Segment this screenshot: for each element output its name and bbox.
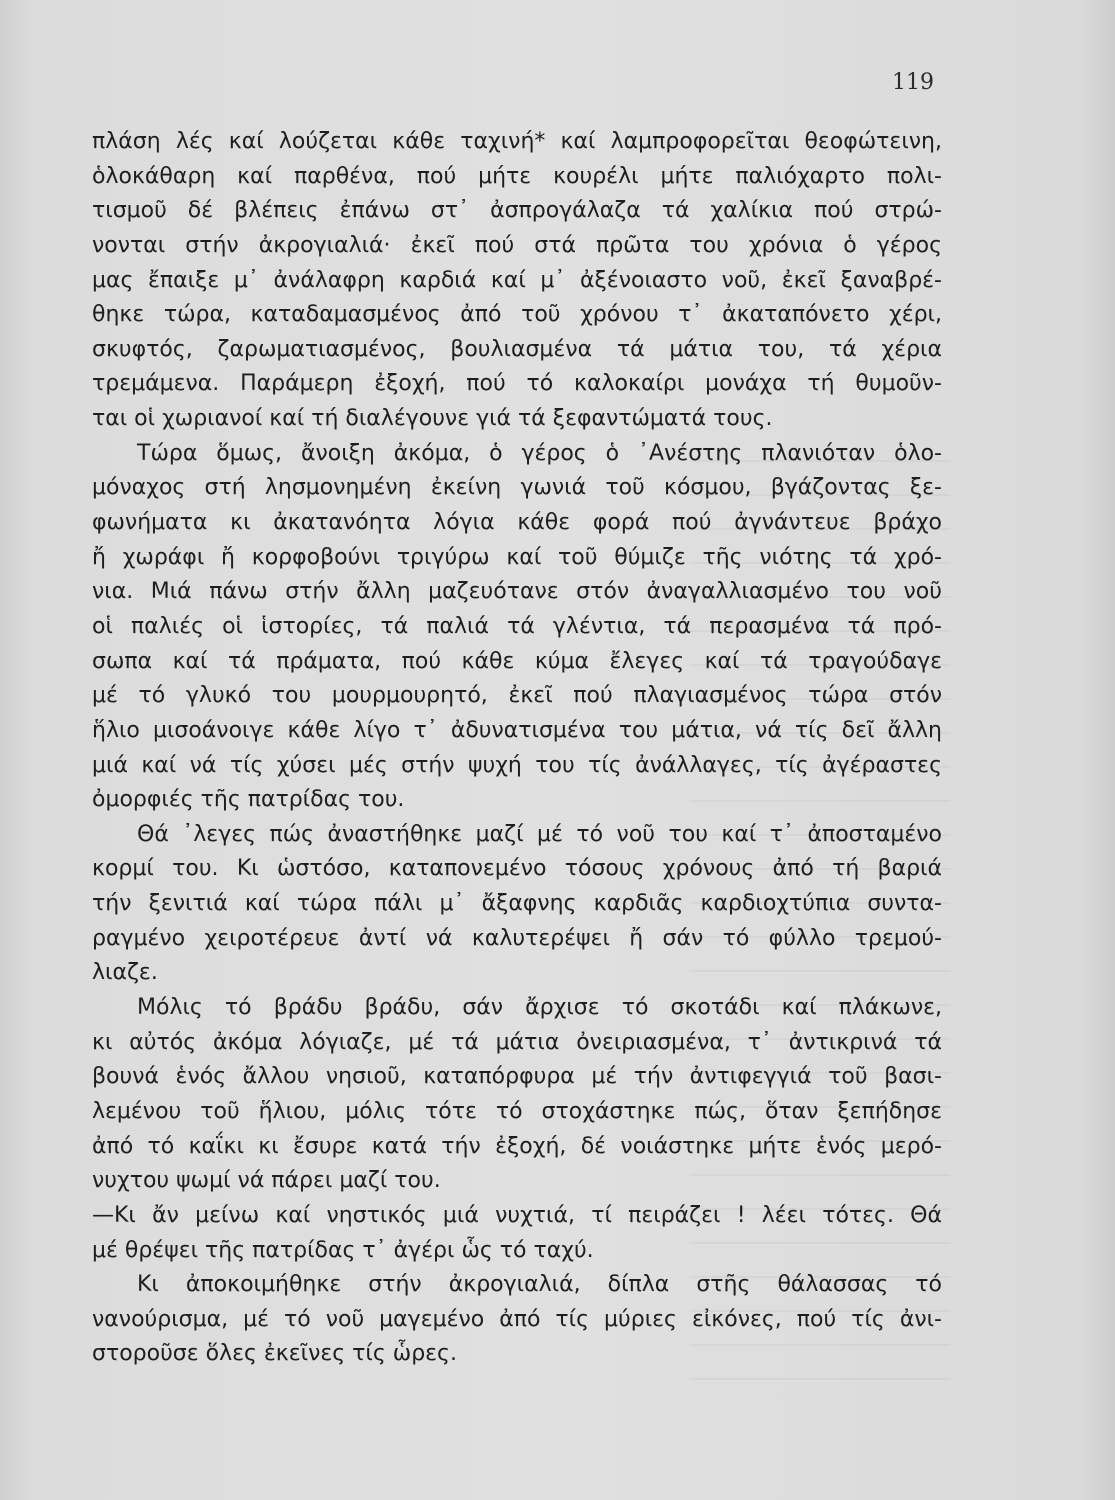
- text-line: φωνήματα κι ἀκατανόητα λόγια κάθε φορά πού ἀγνάντευε βράχο: [92, 510, 942, 536]
- text-line: νια. Μιά πάνω στήν ἄλλη μαζευότανε στόν ἀναγαλλιασμένο του νοῦ: [92, 579, 942, 605]
- text-line: ραγμένο χειροτέρευε ἀντί νά καλυτερέψει ἤ σάν τό φύλλο τρεμού-: [92, 925, 942, 951]
- text-line: βουνά ἑνός ἄλλου νησιοῦ, καταπόρφυρα μέ τήν ἀντιφεγγιά τοῦ βασι-: [92, 1064, 942, 1090]
- text-line: ἀπό τό καΐκι κι ἔσυρε κατά τήν ἐξοχή, δέ νοιάστηκε μήτε ἑνός μερό-: [92, 1133, 942, 1159]
- text-line: σκυφτός, ζαρωματιασμένος, βουλιασμένα τά μάτια του, τά χέρια: [92, 336, 942, 362]
- text-line: λεμένου τοῦ ἥλιου, μόλις τότε τό στοχάστηκε πώς, ὅταν ξεπήδησε: [92, 1098, 942, 1124]
- text-line: ὀμορφιές τῆς πατρίδας του.: [92, 787, 405, 813]
- text-line: ἥλιο μισοάνοιγε κάθε λίγο τ᾽ ἀδυνατισμένα του μάτια, νά τίς δεῖ ἄλλη: [92, 717, 942, 743]
- text-line: μέ θρέψει τῆς πατρίδας τ᾽ ἀγέρι ὧς τό ταχύ.: [92, 1237, 594, 1263]
- text-line: μιά καί νά τίς χύσει μές στήν ψυχή του τίς ἀνάλλαγες, τίς ἀγέραστες: [92, 752, 942, 778]
- text-line: μας ἔπαιξε μ᾽ ἀνάλαφρη καρδιά καί μ᾽ ἀξένοιαστο νοῦ, ἐκεῖ ξαναβρέ-: [92, 267, 942, 293]
- text-line: μόναχος στή λησμονημένη ἐκείνη γωνιά τοῦ κόσμου, βγάζοντας ξε-: [92, 475, 942, 501]
- text-line: ἤ χωράφι ἤ κορφοβούνι τριγύρω καί τοῦ θύμιζε τῆς νιότης τά χρό-: [92, 544, 942, 570]
- text-line: νονται στήν ἀκρογιαλιά· ἐκεῖ πού στά πρῶτα του χρόνια ὁ γέρος: [92, 232, 942, 258]
- text-line: Τώρα ὅμως, ἄνοιξη ἀκόμα, ὁ γέρος ὁ ᾽Ανέστης πλανιόταν ὁλο-: [137, 440, 942, 466]
- text-line: Θά ᾽λεγες πώς ἀναστήθηκε μαζί μέ τό νοῦ του καί τ᾽ ἀποσταμένο: [137, 821, 942, 847]
- text-line: ὁλοκάθαρη καί παρθένα, πού μήτε κουρέλι μήτε παλιόχαρτο πολι-: [92, 163, 942, 189]
- text-line: λιαζε.: [92, 960, 158, 986]
- text-line: κι αὐτός ἀκόμα λόγιαζε, μέ τά μάτια ὀνειριασμένα, τ᾽ ἀντικρινά τά: [92, 1029, 942, 1055]
- text-line: ται οἱ χωριανοί καί τή διαλέγουνε γιά τά ξεφαντώματά τους.: [92, 406, 773, 432]
- text-line: Κι ἀποκοιμήθηκε στήν ἀκρογιαλιά, δίπλα στῆς θάλασσας τό: [137, 1272, 942, 1298]
- text-line: στοροῦσε ὅλες ἐκεῖνες τίς ὧρες.: [92, 1341, 457, 1367]
- text-line: τρεμάμενα. Παράμερη ἐξοχή, πού τό καλοκαίρι μονάχα τή θυμοῦν-: [92, 371, 942, 397]
- text-line: τήν ξενιτιά καί τώρα πάλι μ᾽ ἄξαφνης καρδιᾶς καρδιοχτύπια συντα-: [92, 891, 942, 917]
- text-line: σωπα καί τά πράματα, πού κάθε κύμα ἔλεγες καί τά τραγούδαγε: [92, 648, 942, 674]
- text-line: Μόλις τό βράδυ βράδυ, σάν ἄρχισε τό σκοτάδι καί πλάκωνε,: [137, 995, 942, 1021]
- text-line: —Κι ἄν μείνω καί νηστικός μιά νυχτιά, τί πειράζει ! λέει τότες. Θά: [92, 1202, 942, 1228]
- text-line: τισμοῦ δέ βλέπεις ἐπάνω στ᾽ ἀσπρογάλαζα τά χαλίκια πού στρώ-: [92, 198, 942, 224]
- text-line: κορμί του. Κι ὡστόσο, καταπονεμένο τόσους χρόνους ἀπό τή βαριά: [92, 856, 942, 882]
- text-line: οἱ παλιές οἱ ἱστορίες, τά παλιά τά γλέντια, τά περασμένα τά πρό-: [92, 613, 942, 639]
- body-text: [92, 125, 942, 1372]
- text-line: νανούρισμα, μέ τό νοῦ μαγεμένο ἀπό τίς μύριες εἰκόνες, πού τίς ἀνι-: [92, 1306, 942, 1332]
- page-number: 119: [892, 70, 934, 95]
- text-line: μέ τό γλυκό του μουρμουρητό, ἐκεῖ πού πλαγιασμένος τώρα στόν: [92, 683, 942, 709]
- text-line: θηκε τώρα, καταδαμασμένος ἀπό τοῦ χρόνου τ᾽ ἀκαταπόνετο χέρι,: [92, 302, 942, 328]
- text-line: νυχτου ψωμί νά πάρει μαζί του.: [92, 1168, 441, 1194]
- text-line: πλάση λές καί λούζεται κάθε ταχινή* καί λαμπροφορεῖται θεοφώτεινη,: [92, 129, 942, 154]
